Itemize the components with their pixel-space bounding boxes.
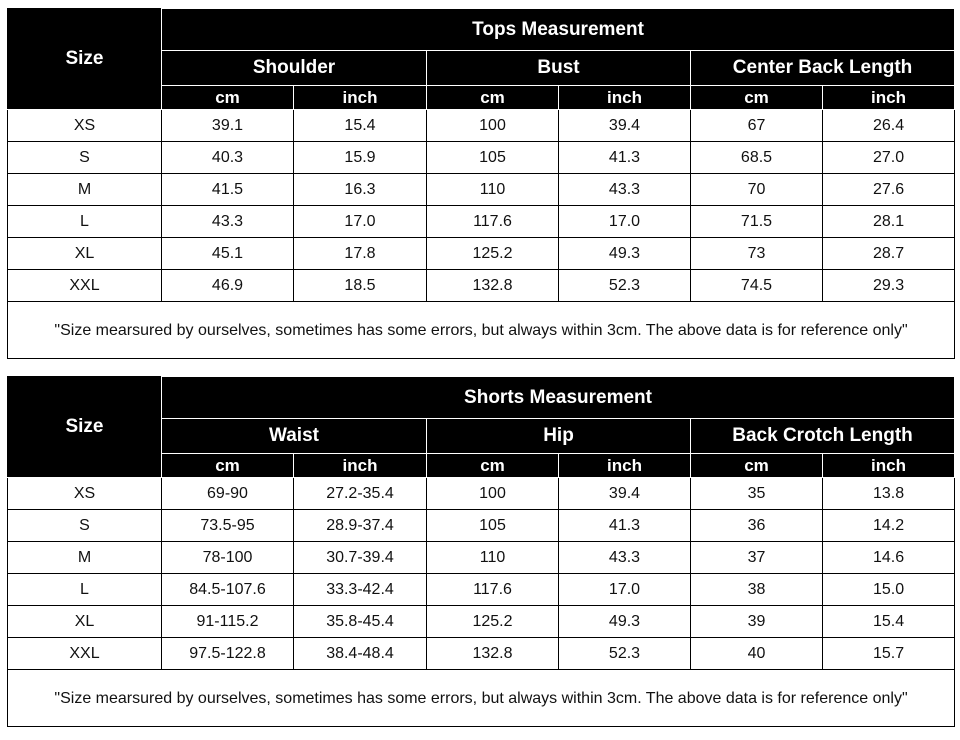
shorts-unit-header: cm [691, 454, 823, 478]
tops-table-row [8, 206, 955, 238]
shorts-table [7, 376, 955, 727]
tops-value-cell: 70 [691, 174, 823, 206]
tops-size-cell: L [8, 206, 162, 238]
shorts-value-cell: 15.4 [823, 606, 955, 638]
tops-value-cell: 27.6 [823, 174, 955, 206]
tops-value-cell: 27.0 [823, 142, 955, 174]
shorts-table-row [8, 606, 955, 638]
tops-table-row [8, 174, 955, 206]
tops-value-cell: 26.4 [823, 110, 955, 142]
tops-title: Tops Measurement [162, 9, 955, 51]
shorts-size-header: Size [8, 377, 162, 478]
shorts-value-cell: 132.8 [427, 638, 559, 670]
tops-note: "Size mearsured by ourselves, sometimes has some errors, but always within 3cm. The above data is for reference only" [8, 302, 955, 359]
shorts-size-cell: L [8, 574, 162, 606]
tops-value-cell: 18.5 [294, 270, 427, 302]
tops-value-cell: 39.4 [559, 110, 691, 142]
tops-value-cell: 105 [427, 142, 559, 174]
shorts-value-cell: 37 [691, 542, 823, 574]
shorts-table-row [8, 478, 955, 510]
tops-group-header: Center Back Length [691, 51, 955, 86]
shorts-value-cell: 52.3 [559, 638, 691, 670]
shorts-value-cell: 30.7-39.4 [294, 542, 427, 574]
shorts-value-cell: 38 [691, 574, 823, 606]
tops-value-cell: 52.3 [559, 270, 691, 302]
tops-table-row [8, 238, 955, 270]
shorts-value-cell: 28.9-37.4 [294, 510, 427, 542]
tops-value-cell: 49.3 [559, 238, 691, 270]
shorts-value-cell: 125.2 [427, 606, 559, 638]
tops-value-cell: 67 [691, 110, 823, 142]
tops-size-header: Size [8, 9, 162, 110]
tops-table [7, 8, 955, 359]
shorts-value-cell: 100 [427, 478, 559, 510]
tops-size-cell: S [8, 142, 162, 174]
tops-size-cell: M [8, 174, 162, 206]
tops-value-cell: 16.3 [294, 174, 427, 206]
tops-value-cell: 15.9 [294, 142, 427, 174]
tops-value-cell: 17.0 [559, 206, 691, 238]
shorts-unit-header: cm [162, 454, 294, 478]
tops-value-cell: 41.3 [559, 142, 691, 174]
tops-value-cell: 132.8 [427, 270, 559, 302]
tops-value-cell: 73 [691, 238, 823, 270]
shorts-value-cell: 97.5-122.8 [162, 638, 294, 670]
shorts-value-cell: 49.3 [559, 606, 691, 638]
tops-value-cell: 45.1 [162, 238, 294, 270]
shorts-table-row [8, 542, 955, 574]
shorts-value-cell: 41.3 [559, 510, 691, 542]
shorts-group-header: Waist [162, 419, 427, 454]
tops-unit-header: inch [559, 86, 691, 110]
shorts-value-cell: 35 [691, 478, 823, 510]
tops-table-row [8, 110, 955, 142]
shorts-measurement-chart [7, 376, 954, 727]
tops-size-cell: XXL [8, 270, 162, 302]
tops-value-cell: 125.2 [427, 238, 559, 270]
tops-size-cell: XS [8, 110, 162, 142]
shorts-value-cell: 39 [691, 606, 823, 638]
tops-value-cell: 110 [427, 174, 559, 206]
tops-unit-header: cm [427, 86, 559, 110]
shorts-size-cell: XXL [8, 638, 162, 670]
tops-value-cell: 41.5 [162, 174, 294, 206]
tops-value-cell: 39.1 [162, 110, 294, 142]
tops-value-cell: 17.0 [294, 206, 427, 238]
shorts-size-cell: S [8, 510, 162, 542]
shorts-value-cell: 14.6 [823, 542, 955, 574]
shorts-value-cell: 36 [691, 510, 823, 542]
tops-value-cell: 68.5 [691, 142, 823, 174]
tops-unit-header: inch [823, 86, 955, 110]
shorts-value-cell: 33.3-42.4 [294, 574, 427, 606]
shorts-size-cell: XS [8, 478, 162, 510]
shorts-table-row [8, 574, 955, 606]
shorts-note: "Size mearsured by ourselves, sometimes has some errors, but always within 3cm. The above data is for reference only" [8, 670, 955, 727]
shorts-value-cell: 35.8-45.4 [294, 606, 427, 638]
shorts-value-cell: 15.7 [823, 638, 955, 670]
tops-group-header: Shoulder [162, 51, 427, 86]
tops-value-cell: 74.5 [691, 270, 823, 302]
tops-group-header: Bust [427, 51, 691, 86]
shorts-value-cell: 110 [427, 542, 559, 574]
shorts-value-cell: 14.2 [823, 510, 955, 542]
tops-unit-header: cm [691, 86, 823, 110]
shorts-value-cell: 13.8 [823, 478, 955, 510]
tops-size-cell: XL [8, 238, 162, 270]
tops-value-cell: 28.7 [823, 238, 955, 270]
shorts-unit-header: cm [427, 454, 559, 478]
shorts-value-cell: 17.0 [559, 574, 691, 606]
shorts-value-cell: 91-115.2 [162, 606, 294, 638]
tops-value-cell: 100 [427, 110, 559, 142]
tops-value-cell: 15.4 [294, 110, 427, 142]
shorts-value-cell: 43.3 [559, 542, 691, 574]
tops-value-cell: 40.3 [162, 142, 294, 174]
shorts-value-cell: 84.5-107.6 [162, 574, 294, 606]
shorts-value-cell: 78-100 [162, 542, 294, 574]
shorts-size-cell: XL [8, 606, 162, 638]
shorts-value-cell: 117.6 [427, 574, 559, 606]
tops-value-cell: 46.9 [162, 270, 294, 302]
shorts-table-row [8, 638, 955, 670]
shorts-unit-header: inch [559, 454, 691, 478]
shorts-title: Shorts Measurement [162, 377, 955, 419]
tops-table-row [8, 142, 955, 174]
tops-unit-header: cm [162, 86, 294, 110]
shorts-size-cell: M [8, 542, 162, 574]
shorts-value-cell: 40 [691, 638, 823, 670]
shorts-group-header: Hip [427, 419, 691, 454]
shorts-unit-header: inch [823, 454, 955, 478]
shorts-value-cell: 73.5-95 [162, 510, 294, 542]
tops-value-cell: 117.6 [427, 206, 559, 238]
shorts-value-cell: 27.2-35.4 [294, 478, 427, 510]
shorts-value-cell: 39.4 [559, 478, 691, 510]
shorts-value-cell: 15.0 [823, 574, 955, 606]
tops-value-cell: 17.8 [294, 238, 427, 270]
tops-value-cell: 71.5 [691, 206, 823, 238]
shorts-value-cell: 38.4-48.4 [294, 638, 427, 670]
tops-value-cell: 29.3 [823, 270, 955, 302]
shorts-group-header: Back Crotch Length [691, 419, 955, 454]
tops-table-row [8, 270, 955, 302]
tops-value-cell: 28.1 [823, 206, 955, 238]
tops-value-cell: 43.3 [559, 174, 691, 206]
tops-value-cell: 43.3 [162, 206, 294, 238]
tops-measurement-chart [7, 8, 954, 359]
shorts-value-cell: 105 [427, 510, 559, 542]
shorts-value-cell: 69-90 [162, 478, 294, 510]
shorts-table-row [8, 510, 955, 542]
tops-unit-header: inch [294, 86, 427, 110]
shorts-unit-header: inch [294, 454, 427, 478]
